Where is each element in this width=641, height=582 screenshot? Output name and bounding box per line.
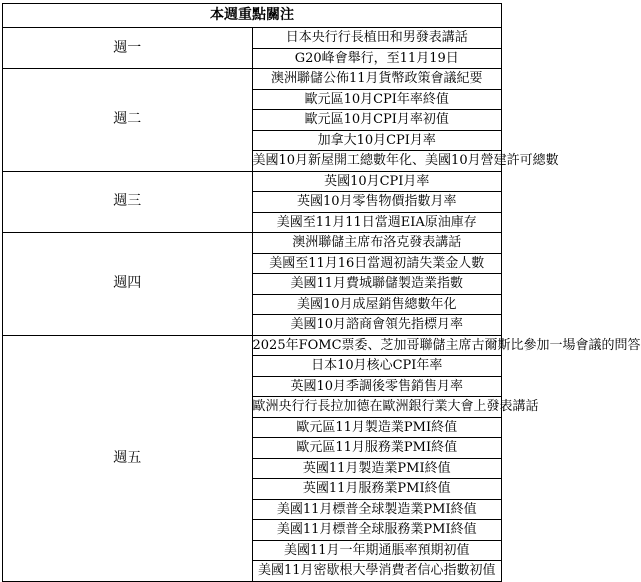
event-cell: 美國11月費城聯儲製造業指數 (252, 274, 502, 295)
event-cell: 美國至11月11日當週EIA原油庫存 (252, 212, 502, 233)
event-cell: 歐元區10月CPI月率初值 (252, 110, 502, 131)
event-cell: 歐元區11月服務業PMI終值 (252, 438, 502, 459)
event-cell: 日本10月核心CPI年率 (252, 356, 502, 377)
table-row (3, 171, 502, 192)
event-cell: 日本央行行長植田和男發表講話 (252, 28, 502, 49)
event-cell: 英國11月服務業PMI終值 (252, 479, 502, 500)
event-cell: 加拿大10月CPI月率 (252, 130, 502, 151)
event-cell: 歐洲央行行長拉加德在歐洲銀行業大會上發表講話 (252, 397, 502, 418)
event-cell: G20峰會舉行，至11月19日 (252, 48, 502, 69)
day-label: 週四 (3, 233, 253, 336)
event-cell: 澳洲聯儲主席布洛克發表講話 (252, 233, 502, 254)
table-row (3, 69, 502, 90)
event-cell: 美國10月新屋開工總數年化、美國10月營建許可總數 (252, 151, 502, 172)
event-cell: 美國11月密歇根大學消費者信心指數初值 (252, 561, 502, 582)
event-cell: 美國11月標普全球製造業PMI終值 (252, 499, 502, 520)
event-cell: 英國10月零售物價指數月率 (252, 192, 502, 213)
day-label: 週五 (3, 335, 253, 581)
table-title: 本週重點關注 (3, 4, 502, 28)
event-cell: 美國10月成屋銷售總數年化 (252, 294, 502, 315)
day-label: 週三 (3, 171, 253, 233)
event-cell: 英國11月製造業PMI終值 (252, 458, 502, 479)
event-cell: 歐元區11月製造業PMI終值 (252, 417, 502, 438)
event-cell: 英國10月季調後零售銷售月率 (252, 376, 502, 397)
event-cell: 美國10月諮商會領先指標月率 (252, 315, 502, 336)
day-label: 週二 (3, 69, 253, 172)
event-cell: 美國至11月16日當週初請失業金人數 (252, 253, 502, 274)
table-row (3, 335, 502, 356)
table-row (3, 233, 502, 254)
weekly-focus-table (2, 3, 641, 582)
table-row (3, 28, 502, 49)
day-label: 週一 (3, 28, 253, 69)
table-header-row (3, 4, 502, 28)
event-cell: 澳洲聯儲公佈11月貨幣政策會議紀要 (252, 69, 502, 90)
event-cell: 英國10月CPI月率 (252, 171, 502, 192)
event-cell: 美國11月標普全球服務業PMI終值 (252, 520, 502, 541)
event-cell: 歐元區10月CPI年率終值 (252, 89, 502, 110)
event-cell: 美國11月一年期通脹率預期初值 (252, 540, 502, 561)
event-cell: 2025年FOMC票委、芝加哥聯儲主席古爾斯比參加一場會議的問答 (252, 335, 502, 356)
schedule-body (3, 28, 641, 582)
